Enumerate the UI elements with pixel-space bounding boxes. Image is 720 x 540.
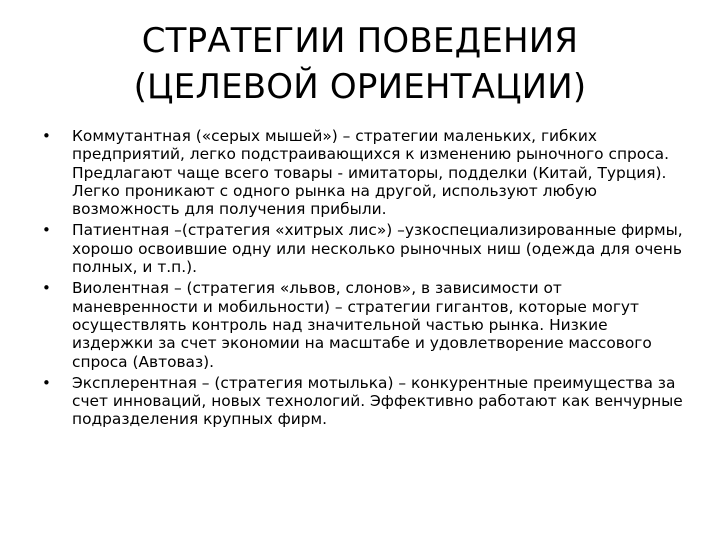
bullet-term-commutant: Коммутантная bbox=[72, 127, 191, 145]
bullet-list bbox=[40, 127, 690, 432]
bullet-term-violent: Виолентная bbox=[72, 279, 170, 298]
bullet-text-patient: –(стратегия «хитрых лис») –узкоспециализированные фирмы, хорошо освоившие одну или несколько рыночных ниш (одежда для очень полных, и т.п.). bbox=[72, 221, 683, 277]
bullet-point-icon: • bbox=[42, 279, 51, 298]
bullet-point-icon: • bbox=[42, 373, 51, 392]
bullet-item-patient bbox=[40, 221, 690, 276]
bullet-term-patient: Патиентная bbox=[72, 221, 170, 240]
bullet-point-icon: • bbox=[42, 221, 51, 240]
bullet-item-violent bbox=[40, 279, 690, 370]
bullet-point-icon: • bbox=[42, 127, 51, 145]
bullet-text-commutant: («серых мышей») – стратегии маленьких, гибких предприятий, легко подстраивающихся к изменению рыночного спроса. Предлагают чаще всего товары - имитаторы, подделки (Китай, Турция). Легко проникают с одного рынка на другой, используют любую возможность для получения прибыли. bbox=[72, 127, 669, 219]
slide-title-line-1: СТРАТЕГИИ ПОВЕДЕНИЯ bbox=[141, 21, 579, 61]
slide-title-line-2: (ЦЕЛЕВОЙ ОРИЕНТАЦИИ) bbox=[133, 67, 587, 107]
bullet-text-explerent: (стратегия мотылька) – конкурентные преимущества за счет инноваций, новых технологий. Эффективно работают как венчурные подразделения крупных фирм. bbox=[72, 373, 683, 429]
bullet-text-violent: – (стратегия «львов, слонов», в зависимости от маневренности и мобильности) – стратегии гигантов, которые могут осуществлять контроль над значительной частью рынка. Низкие издержки за счет экономии на масштабе и удовлетворение массового спроса (Автоваз). bbox=[72, 279, 652, 371]
bullet-item-commutant bbox=[40, 127, 690, 218]
slide-title bbox=[40, 18, 680, 110]
bullet-term-explerent: Эксплерентная – bbox=[72, 373, 210, 392]
bullet-item-explerent bbox=[40, 374, 690, 429]
